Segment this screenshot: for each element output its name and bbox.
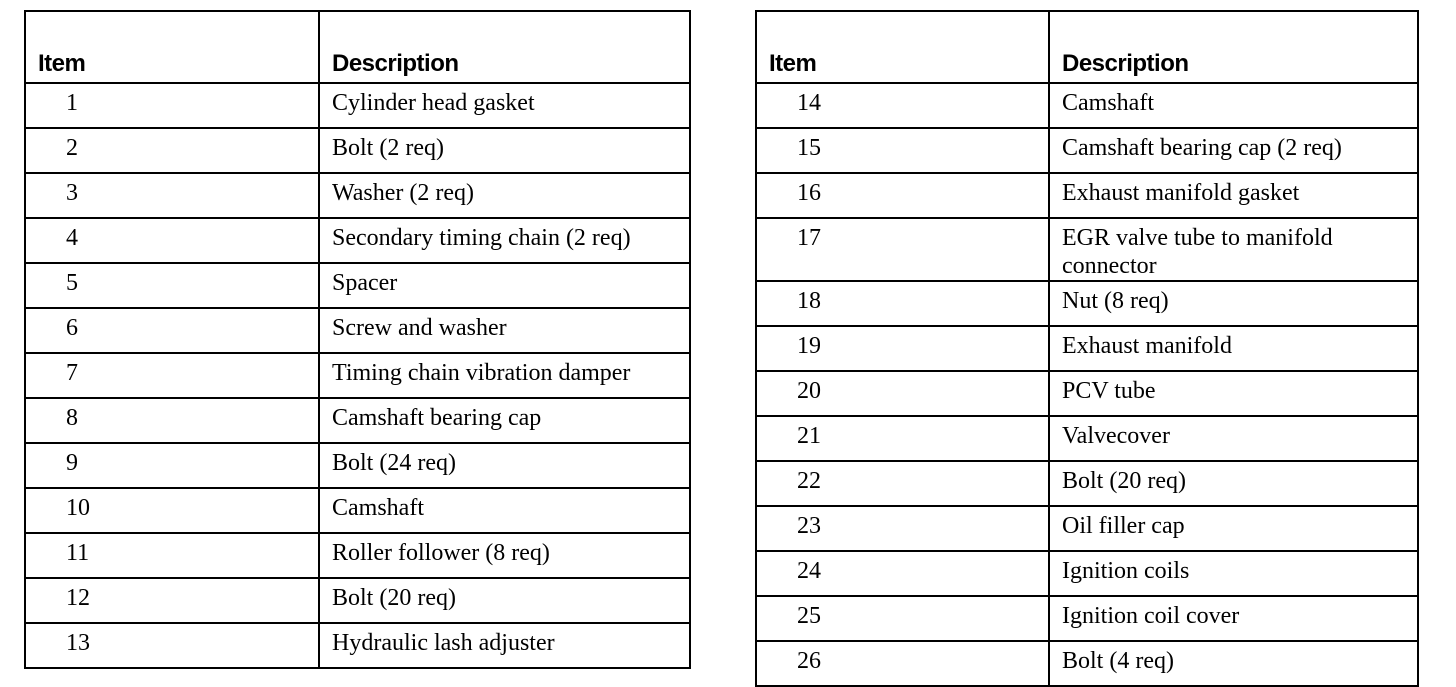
table-row — [756, 551, 1418, 596]
item-description: Screw and washer — [319, 308, 690, 353]
table-row — [25, 308, 690, 353]
item-description: Valvecover — [1049, 416, 1418, 461]
item-description: Bolt (24 req) — [319, 443, 690, 488]
item-column-header: Item — [756, 11, 1049, 83]
table-header-row — [25, 11, 690, 83]
table-row — [25, 623, 690, 668]
item-description: Camshaft bearing cap — [319, 398, 690, 443]
table-row — [756, 461, 1418, 506]
description-column-header: Description — [1049, 11, 1418, 83]
item-number: 24 — [756, 551, 1049, 596]
item-description: Timing chain vibration damper — [319, 353, 690, 398]
item-number: 1 — [25, 83, 319, 128]
item-number: 25 — [756, 596, 1049, 641]
table-row — [756, 506, 1418, 551]
table-row — [25, 533, 690, 578]
item-number: 16 — [756, 173, 1049, 218]
table-row — [25, 173, 690, 218]
item-description: Washer (2 req) — [319, 173, 690, 218]
table-row — [25, 83, 690, 128]
item-number: 10 — [25, 488, 319, 533]
table-row — [25, 398, 690, 443]
item-description: Hydraulic lash adjuster — [319, 623, 690, 668]
table-header-row — [756, 11, 1418, 83]
parts-table-right-body — [756, 83, 1418, 686]
parts-table-left — [24, 10, 691, 669]
item-number: 2 — [25, 128, 319, 173]
table-row — [756, 416, 1418, 461]
item-description: Ignition coils — [1049, 551, 1418, 596]
item-number: 8 — [25, 398, 319, 443]
table-row — [756, 128, 1418, 173]
item-number: 13 — [25, 623, 319, 668]
item-description: Bolt (20 req) — [319, 578, 690, 623]
table-row — [25, 353, 690, 398]
table-row — [25, 443, 690, 488]
description-column-header: Description — [319, 11, 690, 83]
table-row — [756, 83, 1418, 128]
item-number: 6 — [25, 308, 319, 353]
item-number: 23 — [756, 506, 1049, 551]
item-number: 22 — [756, 461, 1049, 506]
item-number: 15 — [756, 128, 1049, 173]
item-number: 21 — [756, 416, 1049, 461]
item-description: Cylinder head gasket — [319, 83, 690, 128]
table-row — [25, 263, 690, 308]
table-row — [756, 596, 1418, 641]
item-number: 14 — [756, 83, 1049, 128]
table-row — [756, 326, 1418, 371]
item-description: Exhaust manifold — [1049, 326, 1418, 371]
item-description: Bolt (20 req) — [1049, 461, 1418, 506]
item-description: Bolt (4 req) — [1049, 641, 1418, 686]
item-description: Secondary timing chain (2 req) — [319, 218, 690, 263]
item-number: 17 — [756, 218, 1049, 281]
parts-table-left-body — [25, 83, 690, 668]
parts-table-right — [755, 10, 1419, 687]
item-number: 4 — [25, 218, 319, 263]
table-row — [756, 173, 1418, 218]
item-description: Camshaft — [319, 488, 690, 533]
table-row — [25, 488, 690, 533]
item-description: PCV tube — [1049, 371, 1418, 416]
item-number: 11 — [25, 533, 319, 578]
item-number: 3 — [25, 173, 319, 218]
item-column-header: Item — [25, 11, 319, 83]
item-description: Exhaust manifold gasket — [1049, 173, 1418, 218]
item-description: Camshaft — [1049, 83, 1418, 128]
item-number: 26 — [756, 641, 1049, 686]
table-row — [25, 578, 690, 623]
item-number: 20 — [756, 371, 1049, 416]
item-number: 5 — [25, 263, 319, 308]
item-number: 19 — [756, 326, 1049, 371]
item-description: Nut (8 req) — [1049, 281, 1418, 326]
item-description: Bolt (2 req) — [319, 128, 690, 173]
item-number: 18 — [756, 281, 1049, 326]
table-row — [25, 128, 690, 173]
item-description: Spacer — [319, 263, 690, 308]
item-description: Camshaft bearing cap (2 req) — [1049, 128, 1418, 173]
item-description: EGR valve tube to manifold connector — [1049, 218, 1418, 281]
item-description: Roller follower (8 req) — [319, 533, 690, 578]
item-description: Ignition coil cover — [1049, 596, 1418, 641]
item-number: 7 — [25, 353, 319, 398]
table-row — [756, 371, 1418, 416]
table-row — [756, 281, 1418, 326]
item-description: Oil filler cap — [1049, 506, 1418, 551]
table-row — [25, 218, 690, 263]
table-row — [756, 641, 1418, 686]
item-number: 12 — [25, 578, 319, 623]
table-row — [756, 218, 1418, 281]
item-number: 9 — [25, 443, 319, 488]
